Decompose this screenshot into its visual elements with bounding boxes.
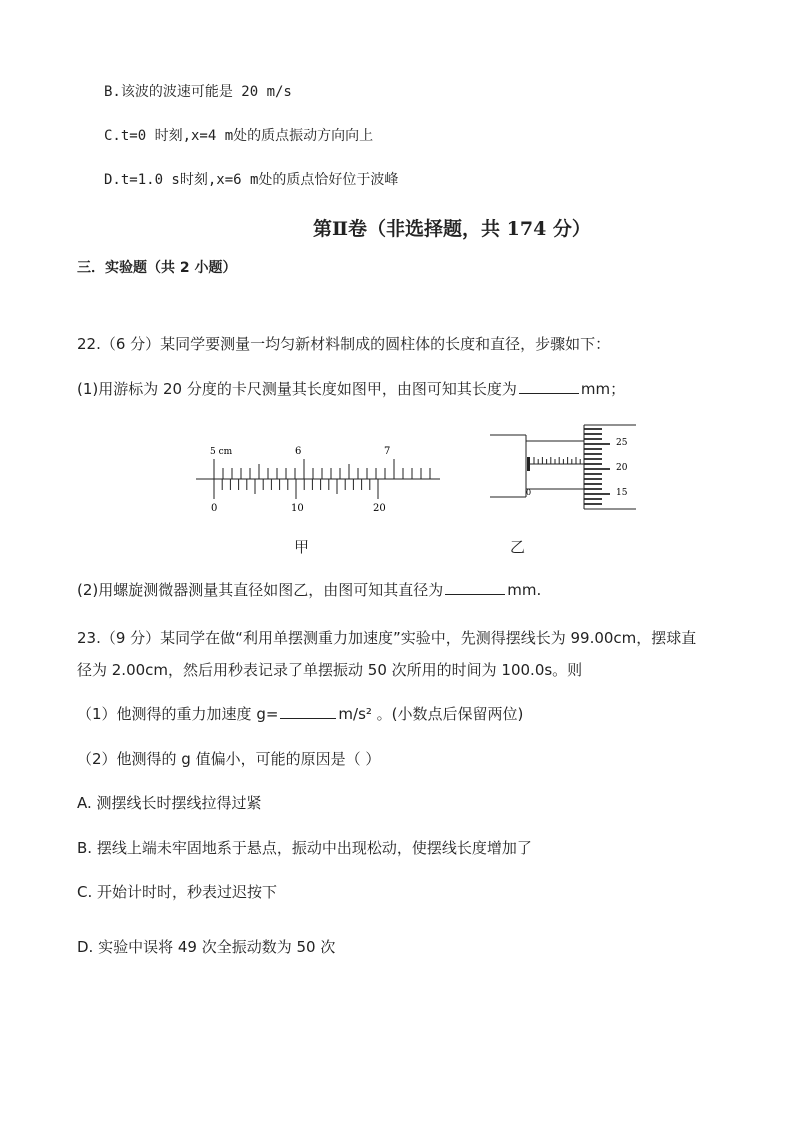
answer-blank-gravity[interactable] xyxy=(280,704,336,719)
vernier-label-0: 0 xyxy=(211,503,218,514)
option-a[interactable]: A. 测摆线长时摆线拉得过紧 xyxy=(77,794,262,812)
vernier-caliper-figure xyxy=(190,435,445,520)
question-22-part1 xyxy=(77,379,625,399)
vernier-label-20: 20 xyxy=(373,503,386,514)
part2-text: (2)用螺旋测微器测量其直径如图乙，由图可知其直径为 xyxy=(77,581,444,599)
vernier-label-10: 10 xyxy=(291,503,304,514)
q23-part1-text: （1）他测得的重力加速度 g= xyxy=(77,705,279,723)
caliper-main-scale xyxy=(196,446,440,479)
micrometer-thimble xyxy=(584,425,636,509)
sleeve-label-0: 0 xyxy=(526,488,532,497)
option-c[interactable]: C. 开始计时时，秒表过迟按下 xyxy=(77,883,278,901)
thimble-label-15: 15 xyxy=(616,488,628,498)
answer-blank-length[interactable] xyxy=(519,379,579,394)
part1-text: (1)用游标为 20 分度的卡尺测量其长度如图甲，由图可知其长度为 xyxy=(77,380,517,398)
option-d-text: D.t=1.0 s时刻,x=6 m处的质点恰好位于波峰 xyxy=(104,172,399,188)
micrometer-figure xyxy=(488,423,640,513)
micrometer-frame xyxy=(490,435,584,497)
question-23-stem-line1: 23.（9 分）某同学在做“利用单摆测重力加速度”实验中，先测得摆线长为 99.00cm，摆球直 xyxy=(77,629,697,647)
option-d[interactable]: D. 实验中误将 49 次全振动数为 50 次 xyxy=(77,938,336,956)
thimble-label-25: 25 xyxy=(616,438,628,448)
answer-blank-diameter[interactable] xyxy=(445,580,505,595)
section-title: 第Ⅱ卷（非选择题，共 174 分） xyxy=(313,218,591,240)
q23-part1-unit: m/s² 。(小数点后保留两位) xyxy=(338,705,524,723)
option-c-text: C.t=0 时刻,x=4 m处的质点振动方向向上 xyxy=(104,128,374,144)
section-heading: 三．实验题（共 2 小题） xyxy=(77,260,237,276)
main-label-7: 7 xyxy=(384,446,391,457)
part2-unit: mm. xyxy=(507,581,542,599)
option-b-text: B.该波的波速可能是 20 m/s xyxy=(104,84,292,100)
question-23-stem-line2: 径为 2.00cm，然后用秒表记录了单摆振动 50 次所用的时间为 100.0s。则 xyxy=(77,661,583,679)
main-label-5cm: 5 cm xyxy=(210,447,233,457)
thimble-label-20: 20 xyxy=(616,463,628,473)
caliper-vernier-scale xyxy=(211,479,386,514)
figure-caption-yi: 乙 xyxy=(510,538,526,556)
question-22-part2 xyxy=(77,580,541,600)
question-23-part2: （2）他测得的 g 值偏小，可能的原因是（ ） xyxy=(77,750,381,768)
part1-unit: mm； xyxy=(580,380,626,398)
question-23-part1 xyxy=(77,704,523,724)
option-b[interactable]: B. 摆线上端未牢固地系于悬点，振动中出现松动，使摆线长度增加了 xyxy=(77,839,532,857)
main-label-6: 6 xyxy=(295,446,302,457)
question-22-stem: 22.（6 分）某同学要测量一均匀新材料制成的圆柱体的长度和直径，步骤如下： xyxy=(77,335,611,353)
figure-caption-jia: 甲 xyxy=(294,538,310,556)
